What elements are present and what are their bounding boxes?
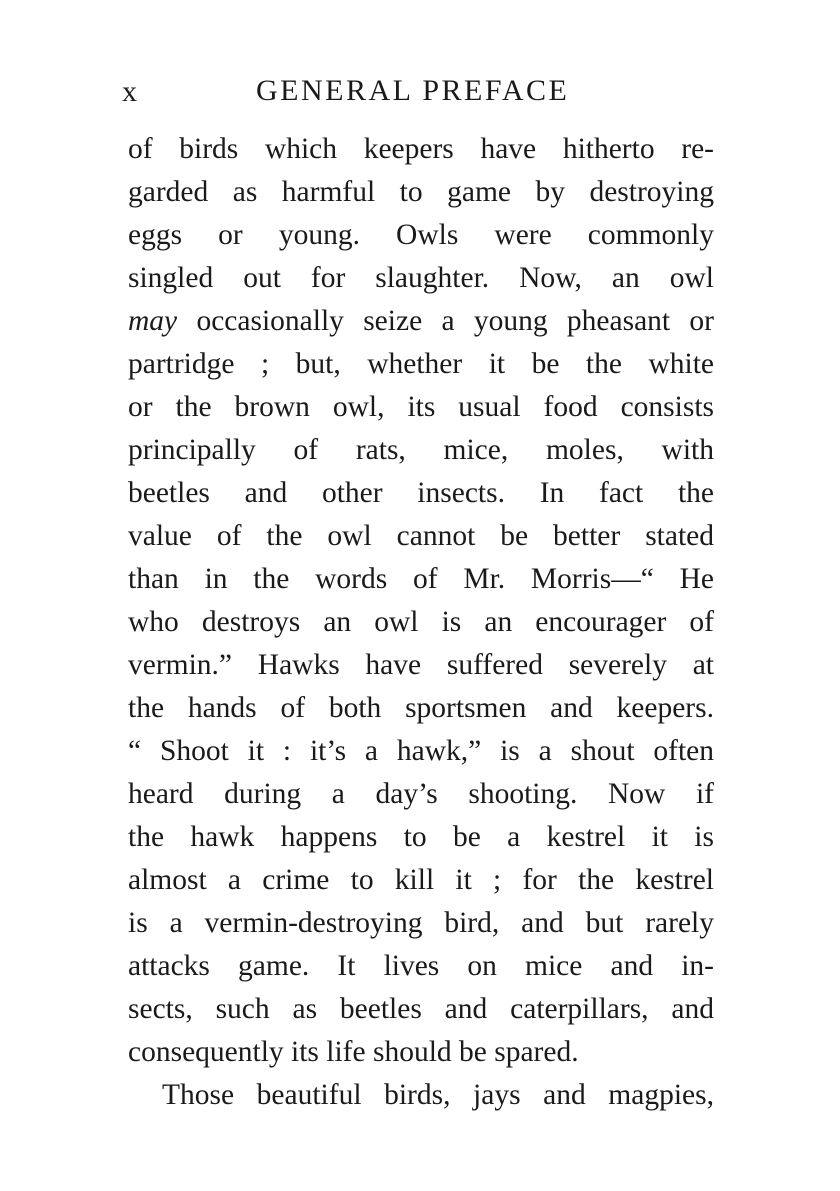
- paragraph-1: [128, 128, 714, 1074]
- body-text: [128, 128, 714, 1117]
- text-line-with-emphasis: [128, 300, 714, 343]
- text-line: partridge ; but, whether it be the white: [128, 348, 714, 380]
- text-line: is a vermin-destroying bird, and but rarely: [128, 907, 714, 939]
- page-number: x: [122, 75, 138, 108]
- text-line: who destroys an owl is an encourager of: [128, 606, 714, 638]
- text-line: garded as harmful to game by destroying: [128, 176, 714, 208]
- text-line: than in the words of Mr. Morris—“ He: [128, 563, 714, 595]
- text-line: Those beautiful birds, jays and magpies,: [162, 1079, 714, 1111]
- text-line: sects, such as beetles and caterpillars, and: [128, 993, 714, 1025]
- text-line: vermin.” Hawks have suffered severely at: [128, 649, 714, 681]
- text-line: value of the owl cannot be better stated: [128, 520, 714, 552]
- italic-word: may: [128, 305, 178, 337]
- text-line: heard during a day’s shooting. Now if: [128, 778, 714, 810]
- text-fragment: occasionally seize a young pheasant or: [177, 305, 714, 337]
- text-line: eggs or young. Owls were commonly: [128, 219, 714, 251]
- text-line: attacks game. It lives on mice and in-: [128, 950, 714, 982]
- text-line: of birds which keepers have hitherto re-: [128, 133, 714, 165]
- text-line: almost a crime to kill it ; for the kestrel: [128, 864, 714, 896]
- text-line: principally of rats, mice, moles, with: [128, 434, 714, 466]
- text-line: or the brown owl, its usual food consists: [128, 391, 714, 423]
- text-line: beetles and other insects. In fact the: [128, 477, 714, 509]
- text-line: the hawk happens to be a kestrel it is: [128, 821, 714, 853]
- text-line: singled out for slaughter. Now, an owl: [128, 262, 714, 294]
- paragraph-2: [128, 1074, 714, 1117]
- running-head: GENERAL PREFACE: [256, 74, 570, 107]
- text-line: consequently its life should be spared.: [128, 1036, 579, 1068]
- text-line: the hands of both sportsmen and keepers.: [128, 692, 714, 724]
- text-line: “ Shoot it : it’s a hawk,” is a shout often: [128, 735, 714, 767]
